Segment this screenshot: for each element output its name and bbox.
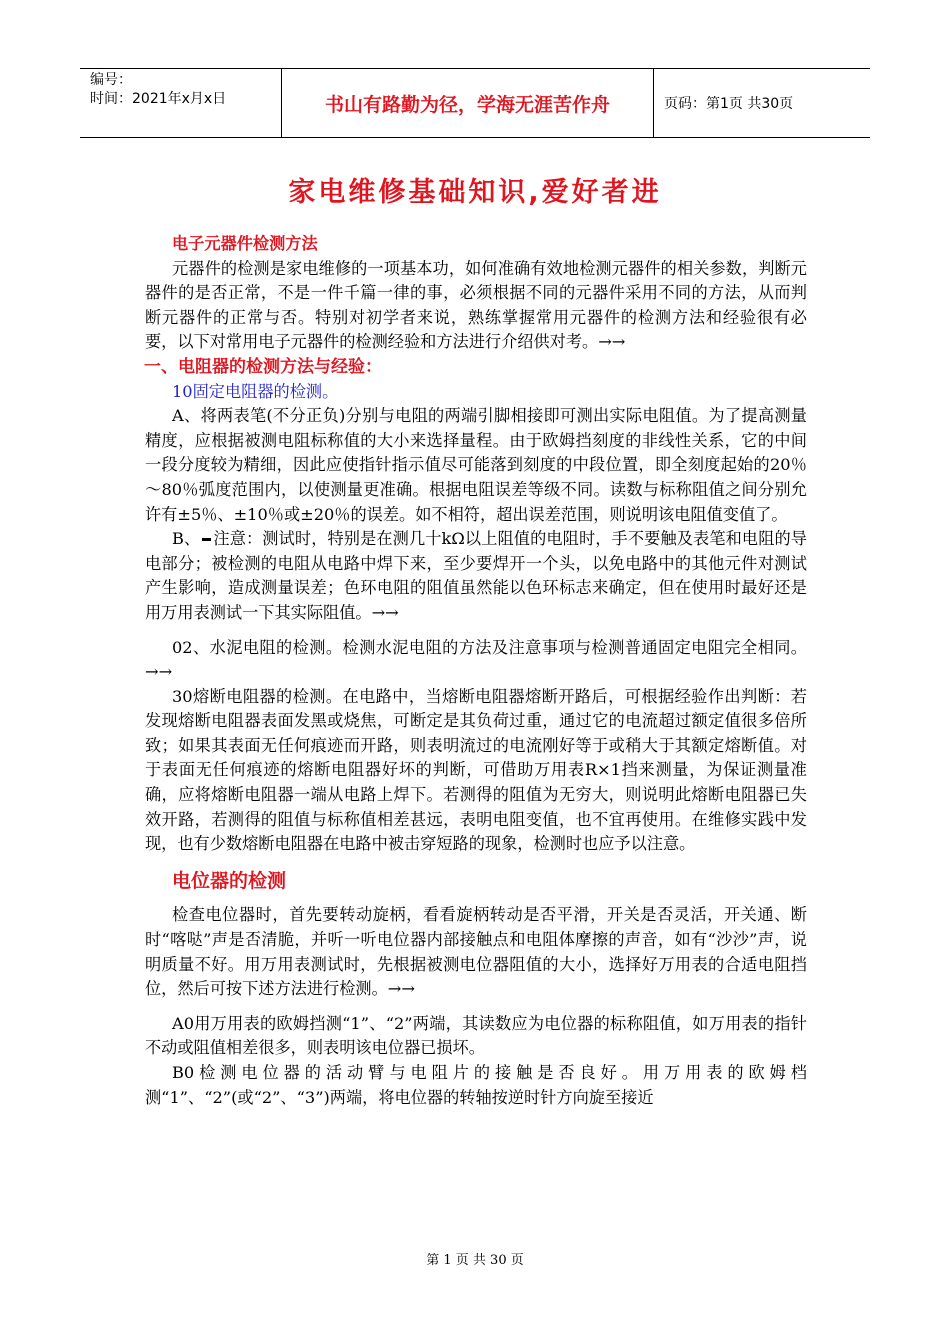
paragraph-a0: A0用万用表的欧姆挡测“1”、“2”两端，其读数应为电位器的标称阻值，如万用表的指针不动或阻值相差很多，则表明该电位器已损坏。: [145, 1013, 807, 1058]
document-number-label: 编号：: [90, 72, 132, 88]
paragraph-30: 30熔断电阻器的检测。在电路中，当熔断电阻器熔断开路后，可根据经验作出判断：若发现熔断电阻器表面发黑或烧焦，可断定是其负荷过重，通过它的电流超过额定值很多倍所致；如果其表面无任何痕迹而开路，则表明流过的电流刚好等于或稍大于其额定熔断值。对于表面无任何痕迹的熔断电阻器好坏的判断，可借助万用表R×1挡来测量，为保证测量准确，应将熔断电阻器一端从电路上焊下。若测得的阻值为无穷大，则说明此熔断电阻器已失效开路，若测得的阻值与标称值相差甚远，表明电阻变值，也不宜再使用。在维修实践中发现，也有少数熔断电阻器在电路中被击穿短路的现象，检测时也应予以注意。: [145, 686, 807, 854]
header-motto: 书山有路勤为径，学海无涯苦作舟: [282, 69, 654, 137]
section2-heading: 电位器的检测: [172, 869, 287, 892]
paragraph-b-prefix: B、: [172, 529, 201, 549]
header-meta-cell: [80, 69, 282, 137]
paragraph-b-text: 注意：测试时，特别是在测几十kΩ以上阻值的电阻时，手不要触及表笔和电阻的导电部分；被检测的电阻从电路中焊下来，至少要焊开一个头，以免电路中的其他元件对测试产生影响，造成测量误差；色环电阻的阻值虽然能以色环标志来确定，但在使用时最好还是用万用表测试一下其实际阻值。→→: [145, 529, 807, 622]
header-page-label: 页码：第1页 共30页: [664, 96, 794, 112]
bullet-mark-icon: [202, 538, 211, 541]
paragraph-02: 02、水泥电阻的检测。检测水泥电阻的方法及注意事项与检测普通固定电阻完全相同。→→: [145, 637, 807, 682]
page-footer: 第 1 页 共 30 页: [426, 1253, 524, 1268]
header-table: [80, 68, 870, 138]
section1-heading: 一、电阻器的检测方法与经验：: [144, 356, 382, 377]
intro-paragraph: 元器件的检测是家电维修的一项基本功，如何准确有效地检测元器件的相关参数，判断元器件的是否正常，不是一件千篇一律的事，必须根据不同的元器件采用不同的方法，从而判断元器件的正常与否。特别对初学者来说，熟练掌握常用元器件的检测方法和经验很有必要，以下对常用电子元器件的检测经验和方法进行介绍供对考。→→: [145, 258, 807, 352]
paragraph-potentiometer: 检查电位器时，首先要转动旋柄，看看旋柄转动是否平滑，开关是否灵活，开关通、断时“喀哒”声是否清脆，并听一听电位器内部接触点和电阻体摩擦的声音，如有“沙沙”声，说明质量不好。用万用表测试时，先根据被测电位器阻值的大小，选择好万用表的合适电阻挡位，然后可按下述方法进行检测。→→: [145, 905, 807, 999]
page-title: 家电维修基础知识,爱好者进: [288, 177, 662, 208]
paragraph-b: [145, 527, 807, 625]
paragraph-a: A、将两表笔(不分正负)分别与电阻的两端引脚相接即可测出实际电阻值。为了提高测量精度，应根据被测电阻标称值的大小来选择量程。由于欧姆挡刻度的非线性关系，它的中间一段分度较为精细，因此应使指针指示值尽可能落到刻度的中段位置，即全刻度起始的20％～80％弧度范围内，以使测量更准确。根据电阻误差等级不同。读数与标称阻值之间分别允许有±5％、±10％或±20％的误差。如不相符，超出误差范围，则说明该电阻值变值了。: [145, 406, 807, 524]
document-body: [145, 232, 807, 1110]
sub1-heading: 10固定电阻器的检测。: [172, 381, 339, 401]
document-time-label: 时间：2021年x月x日: [90, 91, 227, 107]
paragraph-b0: B0检测电位器的活动臂与电阻片的接触是否良好。用万用表的欧姆档测“1”、“2”(或“2”、“3”)两端，将电位器的转轴按逆时针方向旋至接近: [145, 1063, 807, 1107]
intro-heading: 电子元器件检测方法: [172, 234, 318, 253]
